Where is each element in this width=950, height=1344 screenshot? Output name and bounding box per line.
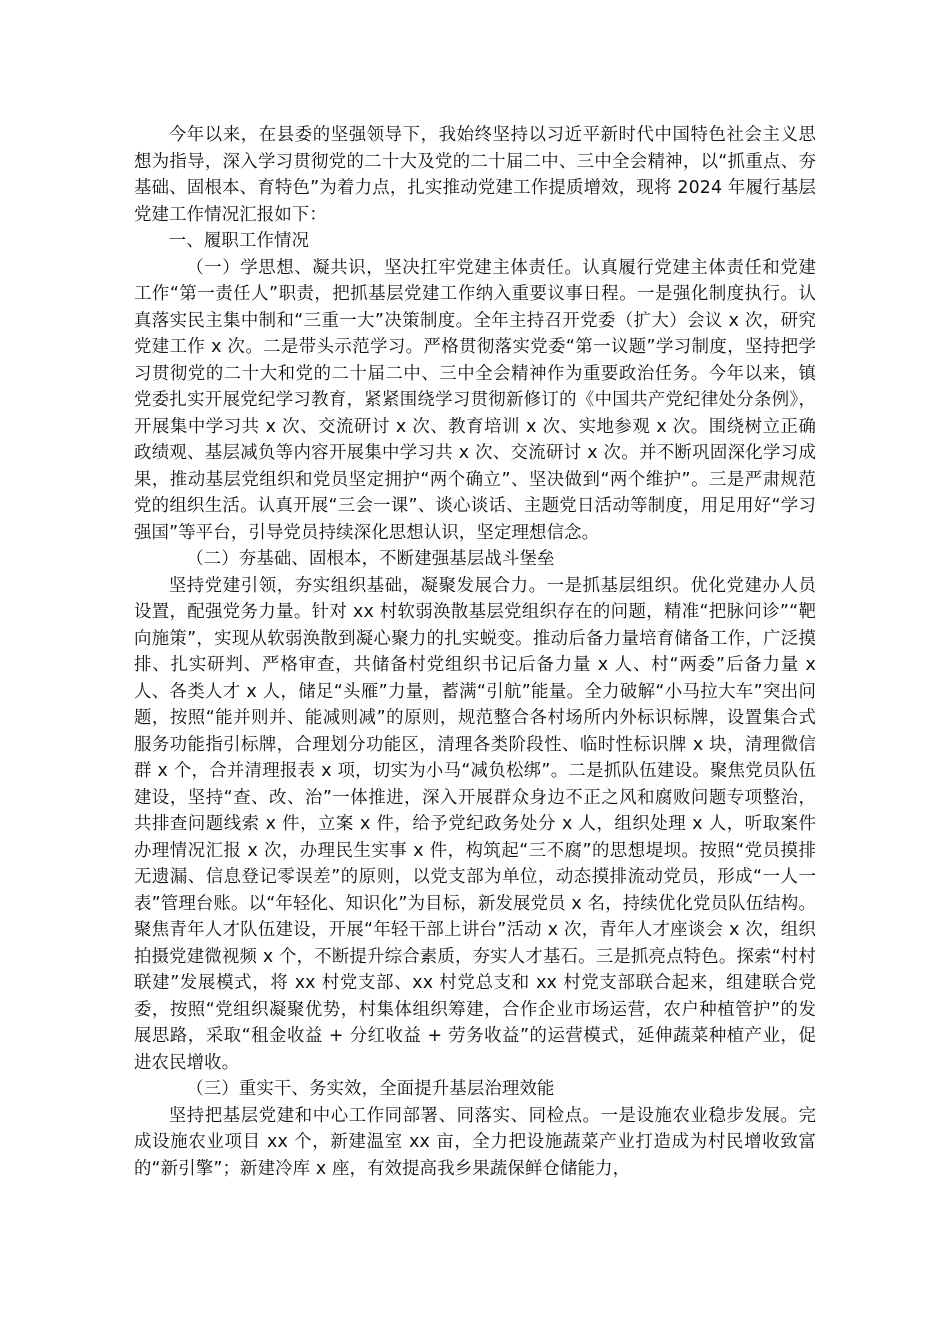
subsection-2-body: 坚持党建引领，夯实组织基础，凝聚发展合力。一是抓基层组织。优化党建办人员设置，配强党务力量。针对 xx 村软弱涣散基层党组织存在的问题，精准“把脉问诊”“靶向施策”，实现从软弱涣散到凝心聚力的扎实蜕变。推动后备力量培育储备工作，广泛摸排、扎实研判、严格审查，共储备村党组织书记后备力量 x 人、村“两委”后备力量 x 人、各类人才 x 人，储足“头雁”力量，蓄满“引航”能量。全力破解“小马拉大车”突出问题，按照“能并则并、能减则减”的原则，规范整合各村场所内外标识标牌，设置集合式服务功能指引标牌，合理划分功能区，清理各类阶段性、临时性标识牌 x 块，清理微信群 x 个，合并清理报表 x 项，切实为小马“减负松绑”。二是抓队伍建设。聚焦党员队伍建设，坚持“查、改、治”一体推进，深入开展群众身边不正之风和腐败问题专项整治，共排查问题线索 x 件，立案 x 件，给予党纪政务处分 x 人，组织处理 x 人，听取案件办理情况汇报 x 次，办理民生实事 x 件，构筑起“三不腐”的思想堤坝。按照“党员摸排无遗漏、信息登记零误差”的原则，以党支部为单位，动态摸排流动党员，形成“一人一表”管理台账。以“年轻化、知识化”为目标，新发展党员 x 名，持续优化党员队伍结构。聚焦青年人才队伍建设，开展“年轻干部上讲台”活动 x 次，青年人才座谈会 x 次，组织拍摄党建微视频 x 个，不断提升综合素质，夯实人才基石。三是抓亮点特色。探索“村村联建”发展模式，将 xx 村党支部、xx 村党总支和 xx 村党支部联合起来，组建联合党委，按照“党组织凝聚优势，村集体组织筹建，合作企业市场运营，农户种植管护”的发展思路，采取“租金收益 + 分红收益 + 劳务收益”的运营模式，延伸蔬菜种植产业，促进农民增收。 bbox=[134, 575, 816, 1073]
subsection-1-paragraph: （一）学思想、凝共识，坚决扛牢党建主体责任。认真履行党建主体责任和党建工作“第一责任人”职责，把抓基层党建工作纳入重要议事日程。一是强化制度执行。认真落实民主集中制和“三重一大”决策制度。全年主持召开党委（扩大）会议 x 次，研究党建工作 x 次。二是带头示范学习。严格贯彻落实党委“第一议题”学习制度，坚持把学习贯彻党的二十大和党的二十届二中、三中全会精神作为重要政治任务。今年以来，镇党委扎实开展党纪学习教育，紧紧围绕学习贯彻新修订的《中国共产党纪律处分条例》，开展集中学习共 x 次、交流研讨 x 次、教育培训 x 次、实地参观 x 次。围绕树立正确政绩观、基层减负等内容开展集中学习共 x 次、交流研讨 x 次。并不断巩固深化学习成果，推动基层党组织和党员坚定拥护“两个确立”、坚决做到“两个维护”。三是严肃规范党的组织生活。认真开展“三会一课”、谈心谈话、主题党日活动等制度，用足用好“学习强国”等平台，引导党员持续深化思想认识，坚定理想信念。 bbox=[134, 257, 816, 543]
subsection-3-body: 坚持把基层党建和中心工作同部署、同落实、同检点。一是设施农业稳步发展。完成设施农业项目 xx 个，新建温室 xx 亩，全力把设施蔬菜产业打造成为村民增收致富的“新引擎”；新建冷库 x 座，有效提高我乡果蔬保鲜仓储能力， bbox=[134, 1105, 816, 1179]
section-heading: 一、履职工作情况 bbox=[168, 231, 310, 251]
subsection-3-heading: （三）重实干、务实效，全面提升基层治理效能 bbox=[186, 1079, 555, 1099]
intro-paragraph: 今年以来，在县委的坚强领导下，我始终坚持以习近平新时代中国特色社会主义思想为指导，深入学习贯彻党的二十大及党的二十届二中、三中全会精神，以“抓重点、夯基础、固根本、育特色”为着力点，扎实推动党建工作提质增效，现将 2024 年履行基层党建工作情况汇报如下： bbox=[134, 125, 816, 225]
subsection-2-heading: （二）夯基础、固根本，不断建强基层战斗堡垒 bbox=[186, 549, 555, 569]
